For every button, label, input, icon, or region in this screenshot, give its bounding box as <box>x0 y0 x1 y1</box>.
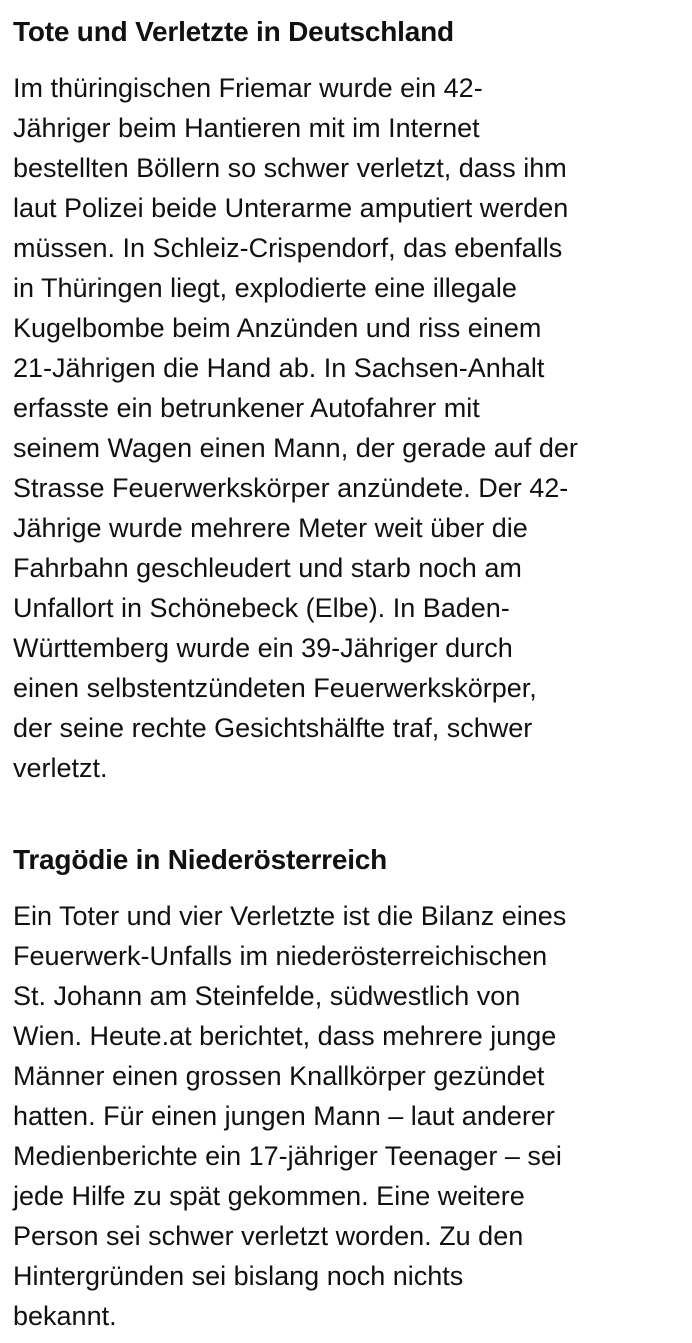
paragraph-line: Kugelbombe beim Anzünden und riss einem <box>13 313 542 343</box>
paragraph-line: jede Hilfe zu spät gekommen. Eine weitere <box>13 1181 525 1211</box>
paragraph-line: Ein Toter und vier Verletzte ist die Bilanz eines <box>13 901 567 931</box>
paragraph-line: bekannt. <box>13 1301 117 1331</box>
paragraph-line: Jährige wurde mehrere Meter weit über die <box>13 513 528 543</box>
paragraph-line: Hintergründen sei bislang noch nichts <box>13 1261 464 1291</box>
paragraph-line: Medienberichte ein 17-jähriger Teenager – sei <box>13 1141 562 1171</box>
paragraph-line: 21-Jährigen die Hand ab. In Sachsen-Anhalt <box>13 353 545 383</box>
paragraph-line: Männer einen grossen Knallkörper gezündet <box>13 1061 545 1091</box>
paragraph-line: Wien. Heute.at berichtet, dass mehrere junge <box>13 1021 557 1051</box>
paragraph-line: müssen. In Schleiz-Crispendorf, das ebenfalls <box>13 233 563 263</box>
paragraph-line: St. Johann am Steinfelde, südwestlich von <box>13 981 521 1011</box>
paragraph-line: verletzt. <box>13 753 108 783</box>
paragraph-line: Unfallort in Schönebeck (Elbe). In Baden- <box>13 593 510 623</box>
paragraph-line: laut Polizei beide Unterarme amputiert werden <box>13 193 569 223</box>
paragraph-line: erfasste ein betrunkener Autofahrer mit <box>13 393 480 423</box>
paragraph-line: hatten. Für einen jungen Mann – laut anderer <box>13 1101 555 1131</box>
section-heading-austria: Tragödie in Niederösterreich <box>13 844 388 875</box>
paragraph-line: Württemberg wurde ein 39-Jähriger durch <box>13 633 513 663</box>
paragraph-line: Im thüringischen Friemar wurde ein 42- <box>13 73 483 103</box>
paragraph-line: bestellten Böllern so schwer verletzt, dass ihm <box>13 153 567 183</box>
paragraph-austria <box>13 896 566 1336</box>
paragraph-line: Person sei schwer verletzt worden. Zu den <box>13 1221 524 1251</box>
paragraph-germany <box>13 68 578 788</box>
paragraph-line: in Thüringen liegt, explodierte eine illegale <box>13 273 517 303</box>
paragraph-line: Strasse Feuerwerkskörper anzündete. Der 42- <box>13 473 569 503</box>
paragraph-line: Fahrbahn geschleudert und starb noch am <box>13 553 522 583</box>
paragraph-line: Feuerwerk-Unfalls im niederösterreichischen <box>13 941 548 971</box>
paragraph-line: der seine rechte Gesichtshälfte traf, schwer <box>13 713 533 743</box>
section-heading-germany: Tote und Verletzte in Deutschland <box>13 16 454 47</box>
paragraph-line: Jähriger beim Hantieren mit im Internet <box>13 113 480 143</box>
paragraph-line: einen selbstentzündeten Feuerwerkskörper, <box>13 673 537 703</box>
paragraph-line: seinem Wagen einen Mann, der gerade auf der <box>13 433 578 463</box>
